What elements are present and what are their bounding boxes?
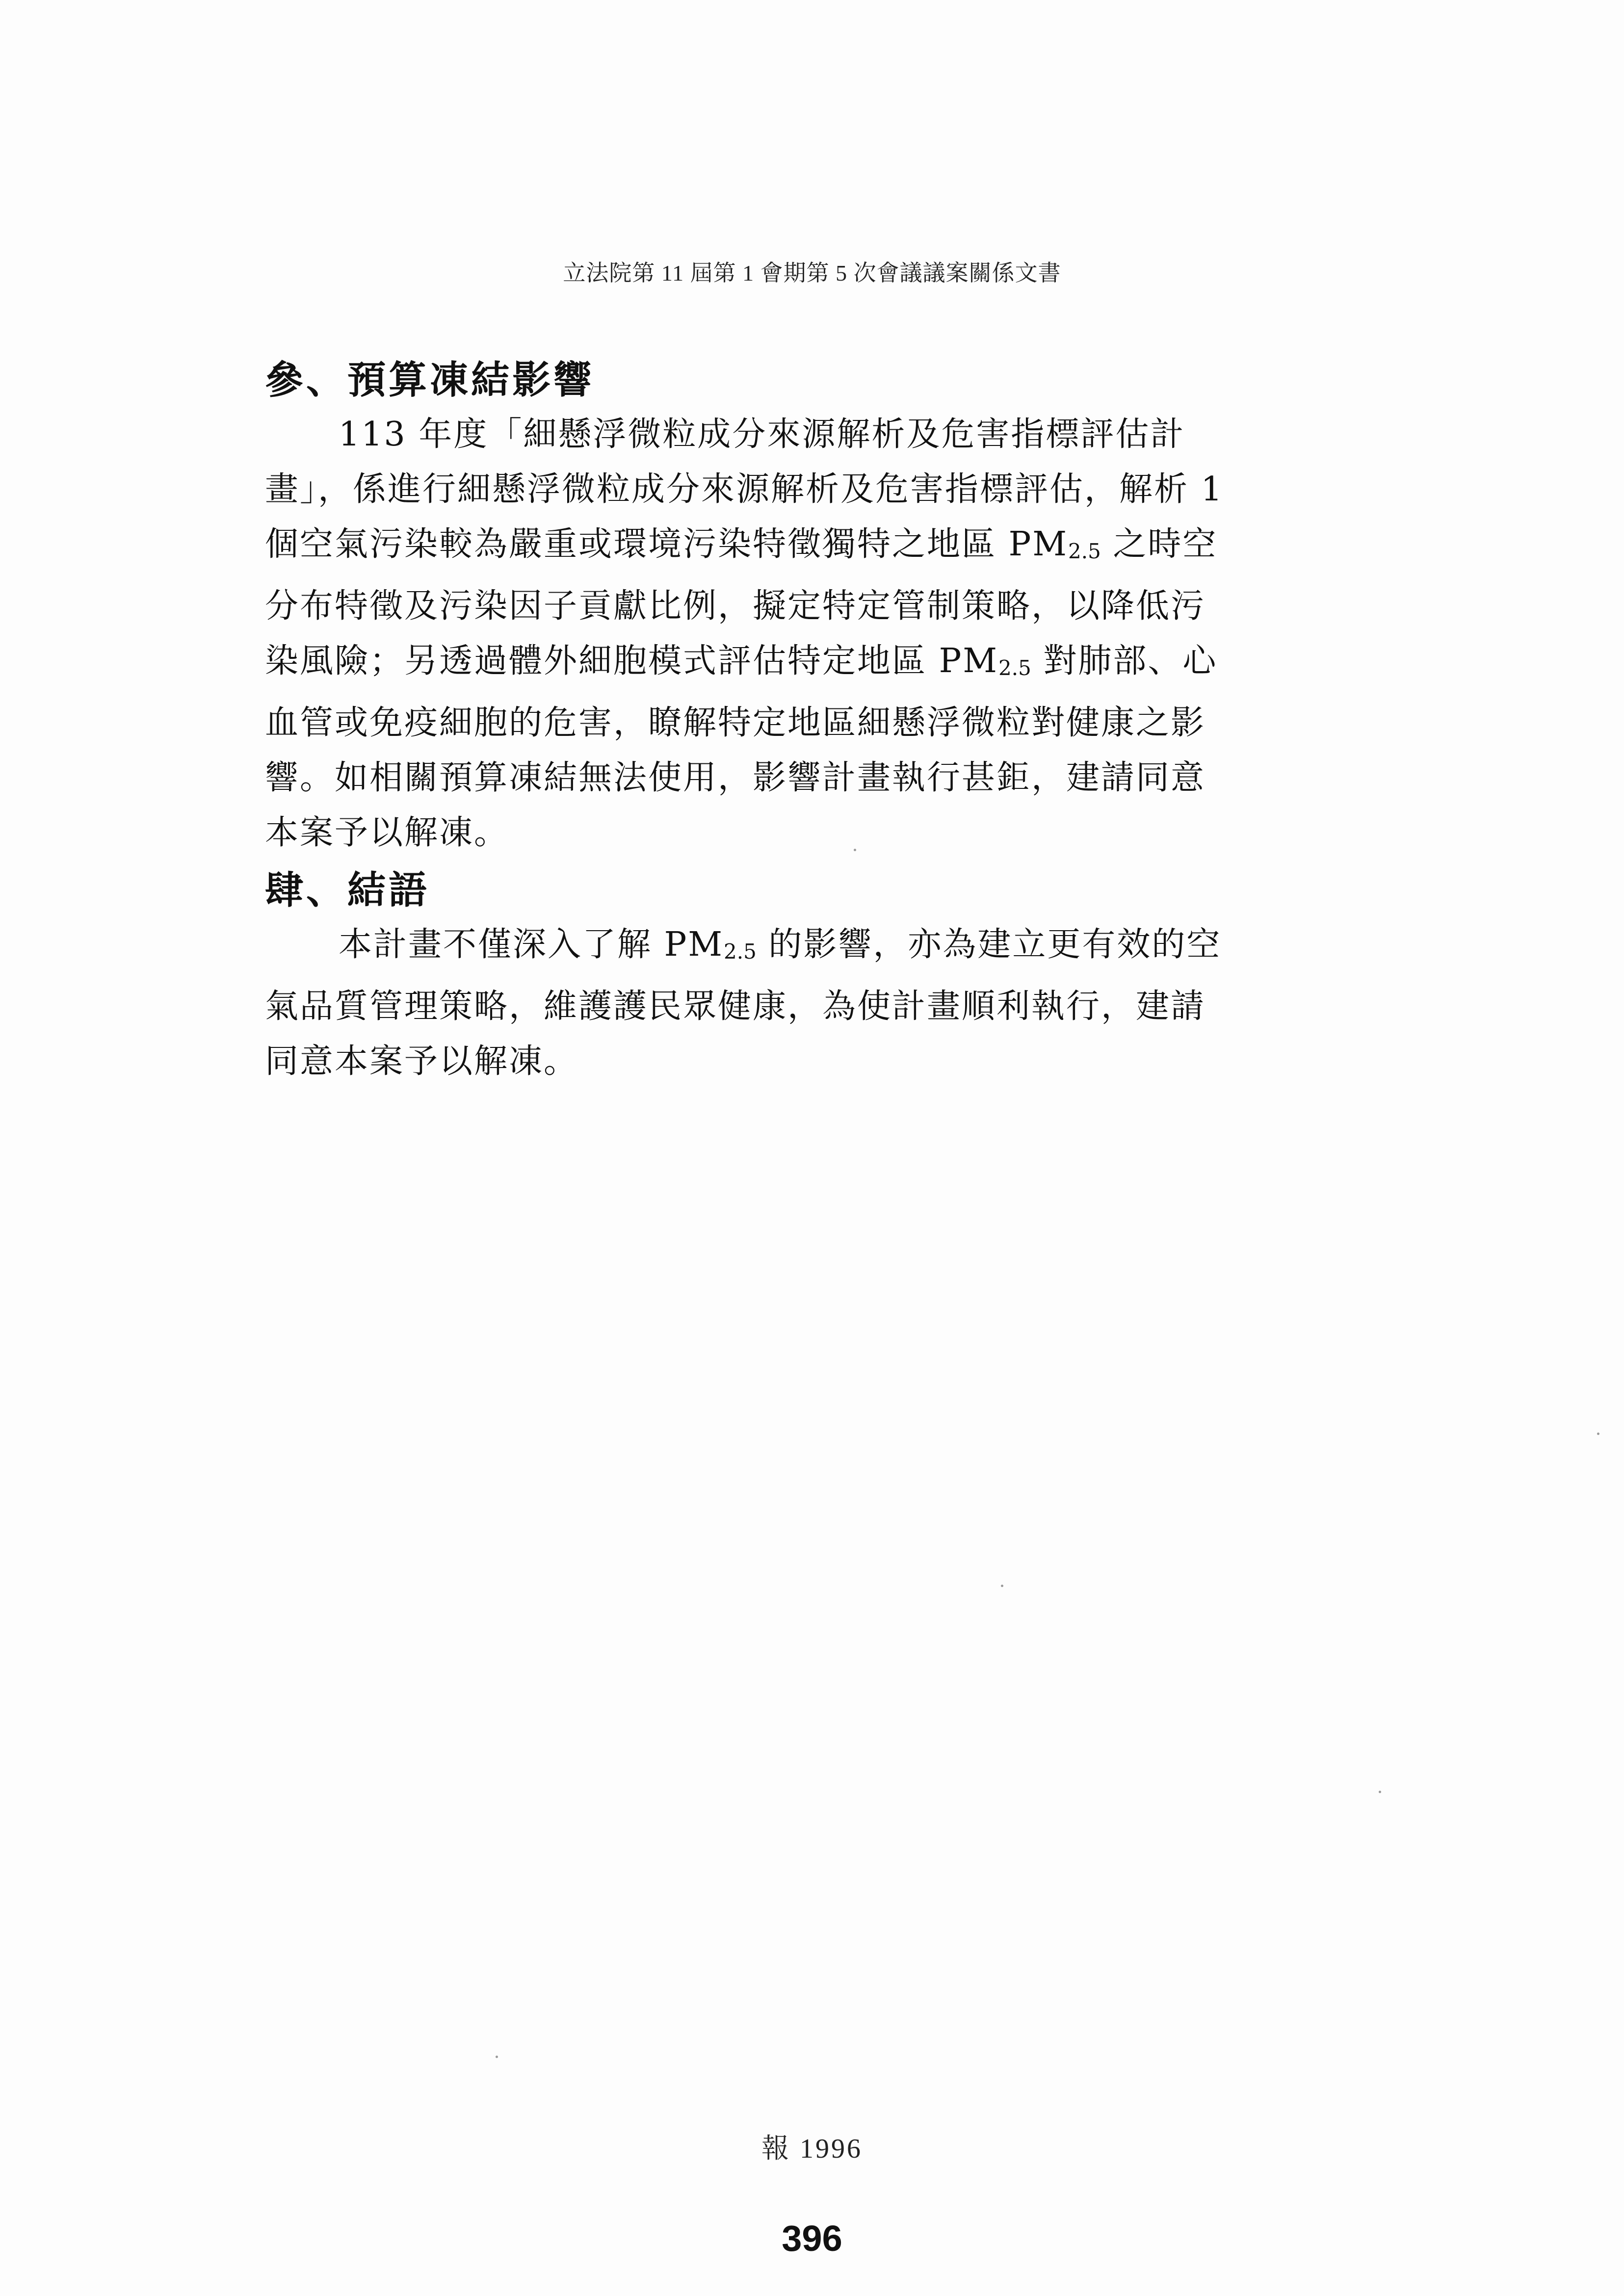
running-header: 立法院第 11 屆第 1 會期第 5 次會議議案關係文書 bbox=[563, 261, 1061, 286]
paragraph-line: 染風險；另透過體外細胞模式評估特定地區 $PM_{2.5}$ 對肺部、心 bbox=[265, 642, 1218, 680]
section-heading: 肆、結語 bbox=[265, 868, 430, 913]
scan-speck bbox=[1597, 1433, 1599, 1435]
section-paragraph bbox=[265, 917, 1349, 1089]
paragraph-line: 本案予以解凍。 bbox=[265, 813, 509, 852]
page-number: 396 bbox=[782, 2218, 842, 2259]
section-paragraph bbox=[265, 407, 1349, 861]
section-conclusion bbox=[265, 863, 1349, 1089]
paragraph-line: 血管或免疫細胞的危害，瞭解特定地區細懸浮微粒對健康之影 bbox=[265, 704, 1206, 742]
paragraph-line: 同意本案予以解凍。 bbox=[265, 1042, 579, 1081]
paragraph-line: 分布特徵及污染因子貢獻比例，擬定特定管制策略，以降低污 bbox=[265, 587, 1206, 626]
paragraph-line: 畫」，係進行細懸浮微粒成分來源解析及危害指標評估，解析 1 bbox=[265, 470, 1224, 509]
paragraph-line: 氣品質管理策略，維護護民眾健康，為使計畫順利執行，建請 bbox=[265, 987, 1206, 1026]
section-budget-freeze-impact bbox=[265, 353, 1349, 861]
section-heading: 參、預算凍結影響 bbox=[265, 358, 595, 402]
paragraph-line: 113 年度「細懸浮微粒成分來源解析及危害指標評估計 bbox=[339, 415, 1185, 454]
scan-speck bbox=[1379, 1791, 1381, 1793]
paragraph-line: 本計畫不僅深入了解 $PM_{2.5}$ 的影響，亦為建立更有效的空 bbox=[339, 925, 1222, 964]
paragraph-line: 響。如相關預算凍結無法使用，影響計畫執行甚鉅，建請同意 bbox=[265, 758, 1206, 797]
scan-speck bbox=[1001, 1585, 1003, 1587]
report-number: 報 1996 bbox=[761, 2134, 863, 2164]
scan-speck bbox=[496, 2056, 498, 2058]
paragraph-line: 個空氣污染較為嚴重或環境污染特徵獨特之地區 $PM_{2.5}$ 之時空 bbox=[265, 525, 1218, 564]
scan-speck bbox=[854, 849, 856, 851]
